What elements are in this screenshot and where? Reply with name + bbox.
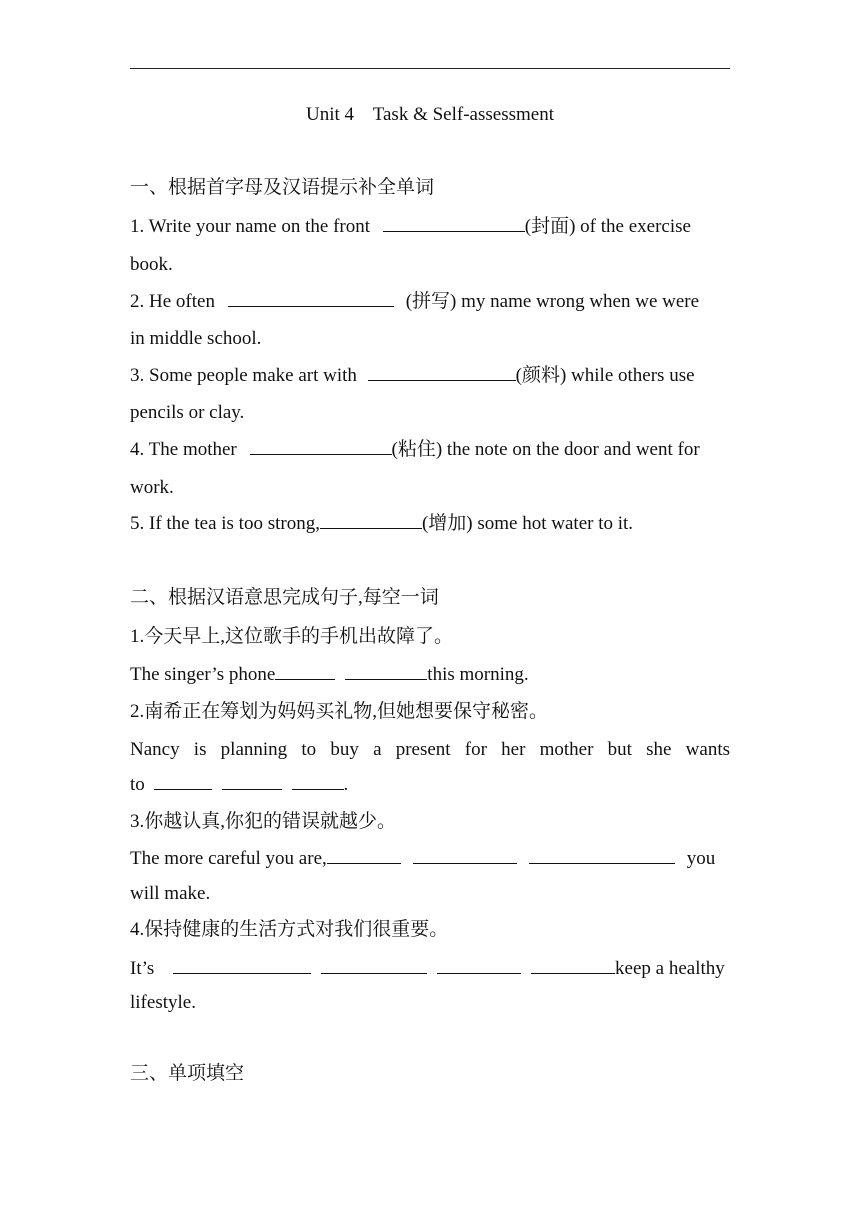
s2-q2-line2 — [130, 773, 730, 797]
s2-q1-line — [130, 663, 730, 687]
s2-q3-line1 — [130, 847, 730, 871]
section3-heading: 三、单项填空 — [130, 1063, 245, 1084]
s1-q5-line1 — [130, 512, 730, 536]
s2-q1-text-b: this morning. — [427, 664, 529, 685]
s1-q5-blank[interactable] — [320, 512, 422, 529]
s2-q4-line2: lifestyle. — [130, 992, 196, 1013]
s1-q2-line2: in middle school. — [130, 328, 262, 349]
s1-q3-text-b: while others use — [566, 365, 695, 386]
s1-q3-line2: pencils or clay. — [130, 402, 245, 423]
s1-q1-text-b: of the exercise — [575, 216, 691, 237]
s2-q1-cn: 1.今天早上,这位歌手的手机出故障了。 — [130, 626, 454, 647]
s2-q2-cn: 2.南希正在筹划为妈妈买礼物,但她想要保守秘密。 — [130, 701, 549, 722]
s2-q1-text-a: The singer’s phone — [130, 664, 276, 685]
header-rule — [130, 68, 730, 69]
s1-q1-line2: book. — [130, 254, 173, 275]
s2-q2-line1: Nancy is planning to buy a present for her mother but she wants — [130, 739, 730, 760]
s2-q3-cn: 3.你越认真,你犯的错误就越少。 — [130, 811, 397, 832]
s1-q4-text-b: the note on the door and went for — [442, 439, 700, 460]
s1-q3-text-a: 3. Some people make art with — [130, 365, 362, 386]
s1-q2-hint: (拼写) — [405, 291, 457, 312]
s2-q3-line2: will make. — [130, 883, 211, 904]
s1-q5-text-b: some hot water to it. — [472, 513, 634, 534]
s2-q1-blank-2[interactable] — [345, 663, 427, 680]
s1-q4-line1 — [130, 438, 730, 462]
s2-q3-text-b: you — [686, 848, 716, 869]
section2-heading: 二、根据汉语意思完成句子,每空一词 — [130, 587, 439, 608]
s2-q2-blank-2[interactable] — [222, 773, 282, 790]
s1-q4-hint: (粘住) — [391, 439, 443, 460]
s2-q2-blank-1[interactable] — [154, 773, 212, 790]
s2-q3-text-a: The more careful you are, — [130, 848, 327, 869]
s1-q1-text-a: 1. Write your name on the front — [130, 216, 375, 237]
s1-q2-line1 — [130, 290, 730, 314]
s1-q3-hint: (颜料) — [515, 365, 567, 386]
s2-q3-blank-1[interactable] — [327, 847, 401, 864]
s1-q4-line2: work. — [130, 477, 174, 498]
page-title: Unit 4 Task & Self-assessment — [306, 104, 554, 125]
s1-q1-line1 — [130, 215, 730, 239]
s2-q4-cn: 4.保持健康的生活方式对我们很重要。 — [130, 919, 449, 940]
s2-q4-blank-4[interactable] — [531, 957, 615, 974]
section1-heading: 一、根据首字母及汉语提示补全单词 — [130, 177, 435, 198]
s2-q4-text-b: keep a healthy — [615, 958, 725, 979]
s1-q2-text-b: my name wrong when we were — [456, 291, 700, 312]
s1-q2-text-a: 2. He often — [130, 291, 220, 312]
s2-q4-line1 — [130, 957, 730, 981]
s2-q2-text-a: to — [130, 774, 150, 795]
s2-q2-blank-3[interactable] — [292, 773, 344, 790]
s1-q5-hint: (增加) — [421, 513, 473, 534]
s2-q4-blank-1[interactable] — [173, 957, 311, 974]
s1-q5-text-a: 5. If the tea is too strong, — [130, 513, 320, 534]
s1-q4-text-a: 4. The mother — [130, 439, 242, 460]
s2-q4-blank-2[interactable] — [321, 957, 427, 974]
s2-q3-blank-2[interactable] — [413, 847, 517, 864]
s1-q1-blank[interactable] — [383, 215, 525, 232]
s1-q3-line1 — [130, 364, 730, 388]
s2-q1-blank-1[interactable] — [275, 663, 335, 680]
s2-q2-period: . — [343, 774, 349, 795]
s1-q3-blank[interactable] — [368, 364, 516, 381]
s1-q4-blank[interactable] — [250, 438, 392, 455]
s2-q4-blank-3[interactable] — [437, 957, 521, 974]
s2-q4-text-a: It’s — [130, 958, 160, 979]
s2-q3-blank-3[interactable] — [529, 847, 675, 864]
s1-q2-blank[interactable] — [228, 290, 394, 307]
s1-q1-hint: (封面) — [524, 216, 576, 237]
